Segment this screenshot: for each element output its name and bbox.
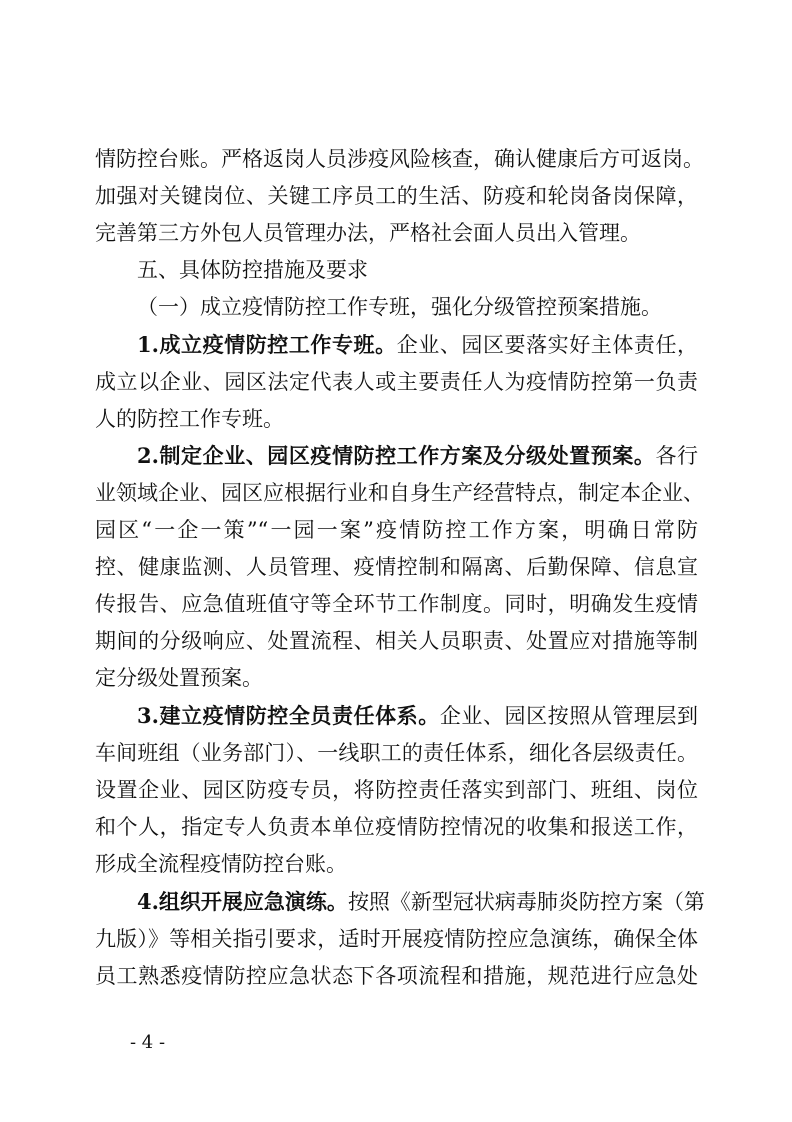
- paragraph-line: 加强对关键岗位、关键工序员工的生活、防疫和轮岗备岗保障，: [95, 184, 698, 208]
- paragraph-line: 情防控台账。严格返岗人员涉疫风险核查，确认健康后方可返岗。: [95, 147, 704, 171]
- paragraph-line: 完善第三方外包人员管理办法，严格社会面人员出入管理。: [95, 221, 641, 245]
- paragraph-line: 和个人，指定专人负责本单位疫情防控情况的收集和报送工作，: [95, 815, 698, 839]
- paragraph-line: 员工熟悉疫情防控应急状态下各项流程和措施，规范进行应急处: [95, 964, 698, 988]
- item-4-text: 按照《新型冠状病毒肺炎防控方案（第: [347, 890, 705, 914]
- page-number: - 4 -: [130, 1032, 166, 1053]
- item-1-title: 1.成立疫情防控工作专班。: [137, 332, 397, 357]
- item-4-title: 4.组织开展应急演练。: [137, 889, 348, 914]
- paragraph-line: 园区“一企一策”“一园一案”疫情防控工作方案，明确日常防: [95, 518, 698, 542]
- item-2-text: 各行: [655, 444, 699, 468]
- item-2-first-line: [137, 443, 698, 469]
- item-1-first-line: [137, 332, 698, 358]
- paragraph-line: 设置企业、园区防疫专员，将防控责任落实到部门、班组、岗位: [95, 778, 698, 802]
- subsection-heading: （一）成立疫情防控工作专班，强化分级管控预案措施。: [137, 295, 662, 319]
- section-heading: 五、具体防控措施及要求: [137, 258, 368, 282]
- paragraph-line: 车间班组（业务部门）、一线职工的责任体系，细化各层级责任。: [95, 741, 698, 765]
- paragraph-line: 形成全流程疫情防控台账。: [95, 852, 347, 876]
- item-3-text: 企业、园区按照从管理层到: [439, 704, 699, 728]
- paragraph-line: 期间的分级响应、处置流程、相关人员职责、处置应对措施等制: [95, 629, 698, 653]
- paragraph-line: 传报告、应急值班值守等全环节工作制度。同时，明确发生疫情: [95, 592, 698, 616]
- paragraph-line: 人的防控工作专班。: [95, 407, 284, 431]
- item-3-first-line: [137, 703, 698, 729]
- paragraph-line: 九版）》等相关指引要求，适时开展疫情防控应急演练，确保全体: [95, 927, 698, 951]
- item-3-title: 3.建立疫情防控全员责任体系。: [137, 703, 440, 728]
- paragraph-line: 业领域企业、园区应根据行业和自身生产经营特点，制定本企业、: [95, 481, 704, 505]
- item-2-title: 2.制定企业、园区疫情防控工作方案及分级处置预案。: [137, 443, 656, 468]
- paragraph-line: 成立以企业、园区法定代表人或主要责任人为疫情防控第一负责: [95, 370, 698, 394]
- paragraph-line: 控、健康监测、人员管理、疫情控制和隔离、后勤保障、信息宣: [95, 555, 698, 579]
- item-1-text: 企业、园区要落实好主体责任，: [396, 333, 699, 357]
- item-4-first-line: [137, 889, 705, 915]
- paragraph-line: 定分级处置预案。: [95, 666, 263, 690]
